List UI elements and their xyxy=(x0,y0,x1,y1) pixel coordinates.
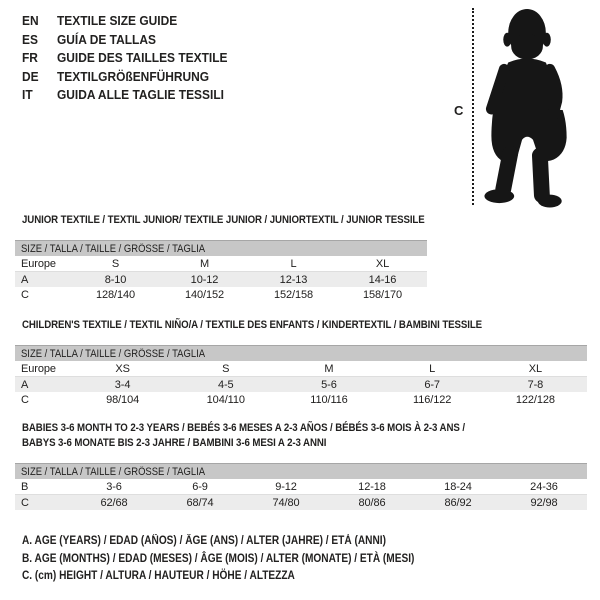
cell: 104/110 xyxy=(206,393,245,406)
cell: 10-12 xyxy=(160,272,249,288)
language-row xyxy=(22,68,228,87)
row-label: Europe xyxy=(15,256,71,272)
row-label: C xyxy=(15,495,71,511)
guide-title: GUÍA DE TALLAS xyxy=(56,31,156,47)
cell: 6-7 xyxy=(381,377,484,393)
section-title-line1: BABIES 3-6 MONTH TO 2-3 YEARS / BEBÉS 3-6 MESES A 2-3 AÑOS / BÉBÉS 3-6 MOIS À 2-3 ANS / xyxy=(22,422,465,434)
table-row-europe xyxy=(15,361,587,377)
language-row xyxy=(22,86,228,105)
cell: M xyxy=(277,361,380,377)
cell: S xyxy=(174,361,277,377)
height-dotted-line xyxy=(472,8,474,205)
cell: 62/68 xyxy=(71,495,157,511)
cell: 128/140 xyxy=(95,288,136,301)
cell: 12-18 xyxy=(329,479,415,495)
cell: 158/170 xyxy=(362,288,403,301)
size-header-row xyxy=(15,464,587,480)
cell: 80/86 xyxy=(329,495,415,511)
cell: 86/92 xyxy=(415,495,501,511)
table-row-height xyxy=(15,392,587,407)
size-header-label: SIZE / TALLA / TAILLE / GRÖSSE / TAGLIA xyxy=(21,347,206,360)
cell: 92/98 xyxy=(501,495,587,511)
row-label: C xyxy=(21,393,29,406)
language-row xyxy=(22,12,228,31)
cell: 140/152 xyxy=(184,288,225,301)
section-childrens-textile xyxy=(15,319,587,407)
table-row-europe xyxy=(15,256,427,272)
language-code: IT xyxy=(22,87,33,102)
cell: 6-9 xyxy=(157,479,243,495)
language-code: ES xyxy=(22,31,38,47)
language-row xyxy=(22,49,228,68)
guide-title: GUIDE DES TAILLES TEXTILE xyxy=(56,50,228,65)
size-header-label: SIZE / TALLA / TAILLE / GRÖSSE / TAGLIA xyxy=(21,242,206,255)
height-measure-label: C xyxy=(454,103,464,118)
size-header-row xyxy=(15,346,587,362)
babies-size-table xyxy=(15,463,587,510)
cell: L xyxy=(381,361,484,377)
language-code: EN xyxy=(22,13,39,28)
section-babies-textile xyxy=(15,421,587,510)
cell: L xyxy=(249,256,338,272)
cell: XL xyxy=(338,256,427,272)
size-header-row xyxy=(15,241,427,257)
cell: 152/158 xyxy=(273,288,314,301)
row-label: A xyxy=(15,377,71,393)
cell: XS xyxy=(71,361,174,377)
cell: XL xyxy=(484,361,587,377)
baby-silhouette xyxy=(483,7,578,210)
table-row-age xyxy=(15,377,587,393)
cell: 9-12 xyxy=(243,479,329,495)
cell: 116/122 xyxy=(413,393,452,406)
junior-size-table xyxy=(15,240,427,302)
table-row-months xyxy=(15,479,587,495)
cell: 5-6 xyxy=(277,377,380,393)
row-label: C xyxy=(21,288,29,301)
legend-line-a: A. AGE (YEARS) / EDAD (AÑOS) / ÂGE (ANS) / ALTER (JAHRE) / ETÀ (ANNI) xyxy=(22,535,386,547)
size-header-label: SIZE / TALLA / TAILLE / GRÖSSE / TAGLIA xyxy=(21,465,206,478)
cell: 68/74 xyxy=(157,495,243,511)
legend-line-c: C. (cm) HEIGHT / ALTURA / HAUTEUR / HÖHE / ALTEZZA xyxy=(22,570,295,582)
section-title: CHILDREN'S TEXTILE / TEXTIL NIÑO/A / TEXTILE DES ENFANTS / KINDERTEXTIL / BAMBINI TESSILE xyxy=(22,319,483,331)
cell: 98/104 xyxy=(106,393,140,406)
row-label: Europe xyxy=(15,361,71,377)
cell: 3-6 xyxy=(71,479,157,495)
guide-title: GUIDA ALLE TAGLIE TESSILI xyxy=(56,87,224,102)
cell: 110/116 xyxy=(310,393,348,406)
row-label: B xyxy=(15,479,71,495)
section-junior-textile xyxy=(15,214,480,302)
cell: 7-8 xyxy=(484,377,587,393)
cell: 14-16 xyxy=(338,272,427,288)
table-row-height xyxy=(15,287,427,302)
cell: S xyxy=(71,256,160,272)
section-title-line2: BABYS 3-6 MONATE BIS 2-3 JAHRE / BAMBINI 3-6 MESI A 2-3 ANNI xyxy=(22,437,327,449)
table-row-height xyxy=(15,495,587,511)
table-row-age xyxy=(15,272,427,288)
guide-title: TEXTILE SIZE GUIDE xyxy=(56,13,178,28)
language-code: FR xyxy=(22,50,38,65)
language-code: DE xyxy=(22,68,39,84)
guide-title: TEXTILGRÖßENFÜHRUNG xyxy=(56,68,210,84)
cell: M xyxy=(160,256,249,272)
cell: 74/80 xyxy=(243,495,329,511)
language-row xyxy=(22,31,228,50)
cell: 3-4 xyxy=(71,377,174,393)
section-title: JUNIOR TEXTILE / TEXTIL JUNIOR/ TEXTILE JUNIOR / JUNIORTEXTIL / JUNIOR TESSILE xyxy=(22,214,425,226)
cell: 122/128 xyxy=(515,393,555,406)
cell: 18-24 xyxy=(415,479,501,495)
legend xyxy=(22,533,414,586)
children-size-table xyxy=(15,345,587,407)
legend-line-b: B. AGE (MONTHS) / EDAD (MESES) / ÂGE (MOIS) / ALTER (MONATE) / ETÀ (MESI) xyxy=(22,552,415,565)
cell: 8-10 xyxy=(71,272,160,288)
cell: 24-36 xyxy=(501,479,587,495)
language-list xyxy=(22,12,228,105)
row-label: A xyxy=(15,272,71,288)
cell: 4-5 xyxy=(174,377,277,393)
cell: 12-13 xyxy=(249,272,338,288)
